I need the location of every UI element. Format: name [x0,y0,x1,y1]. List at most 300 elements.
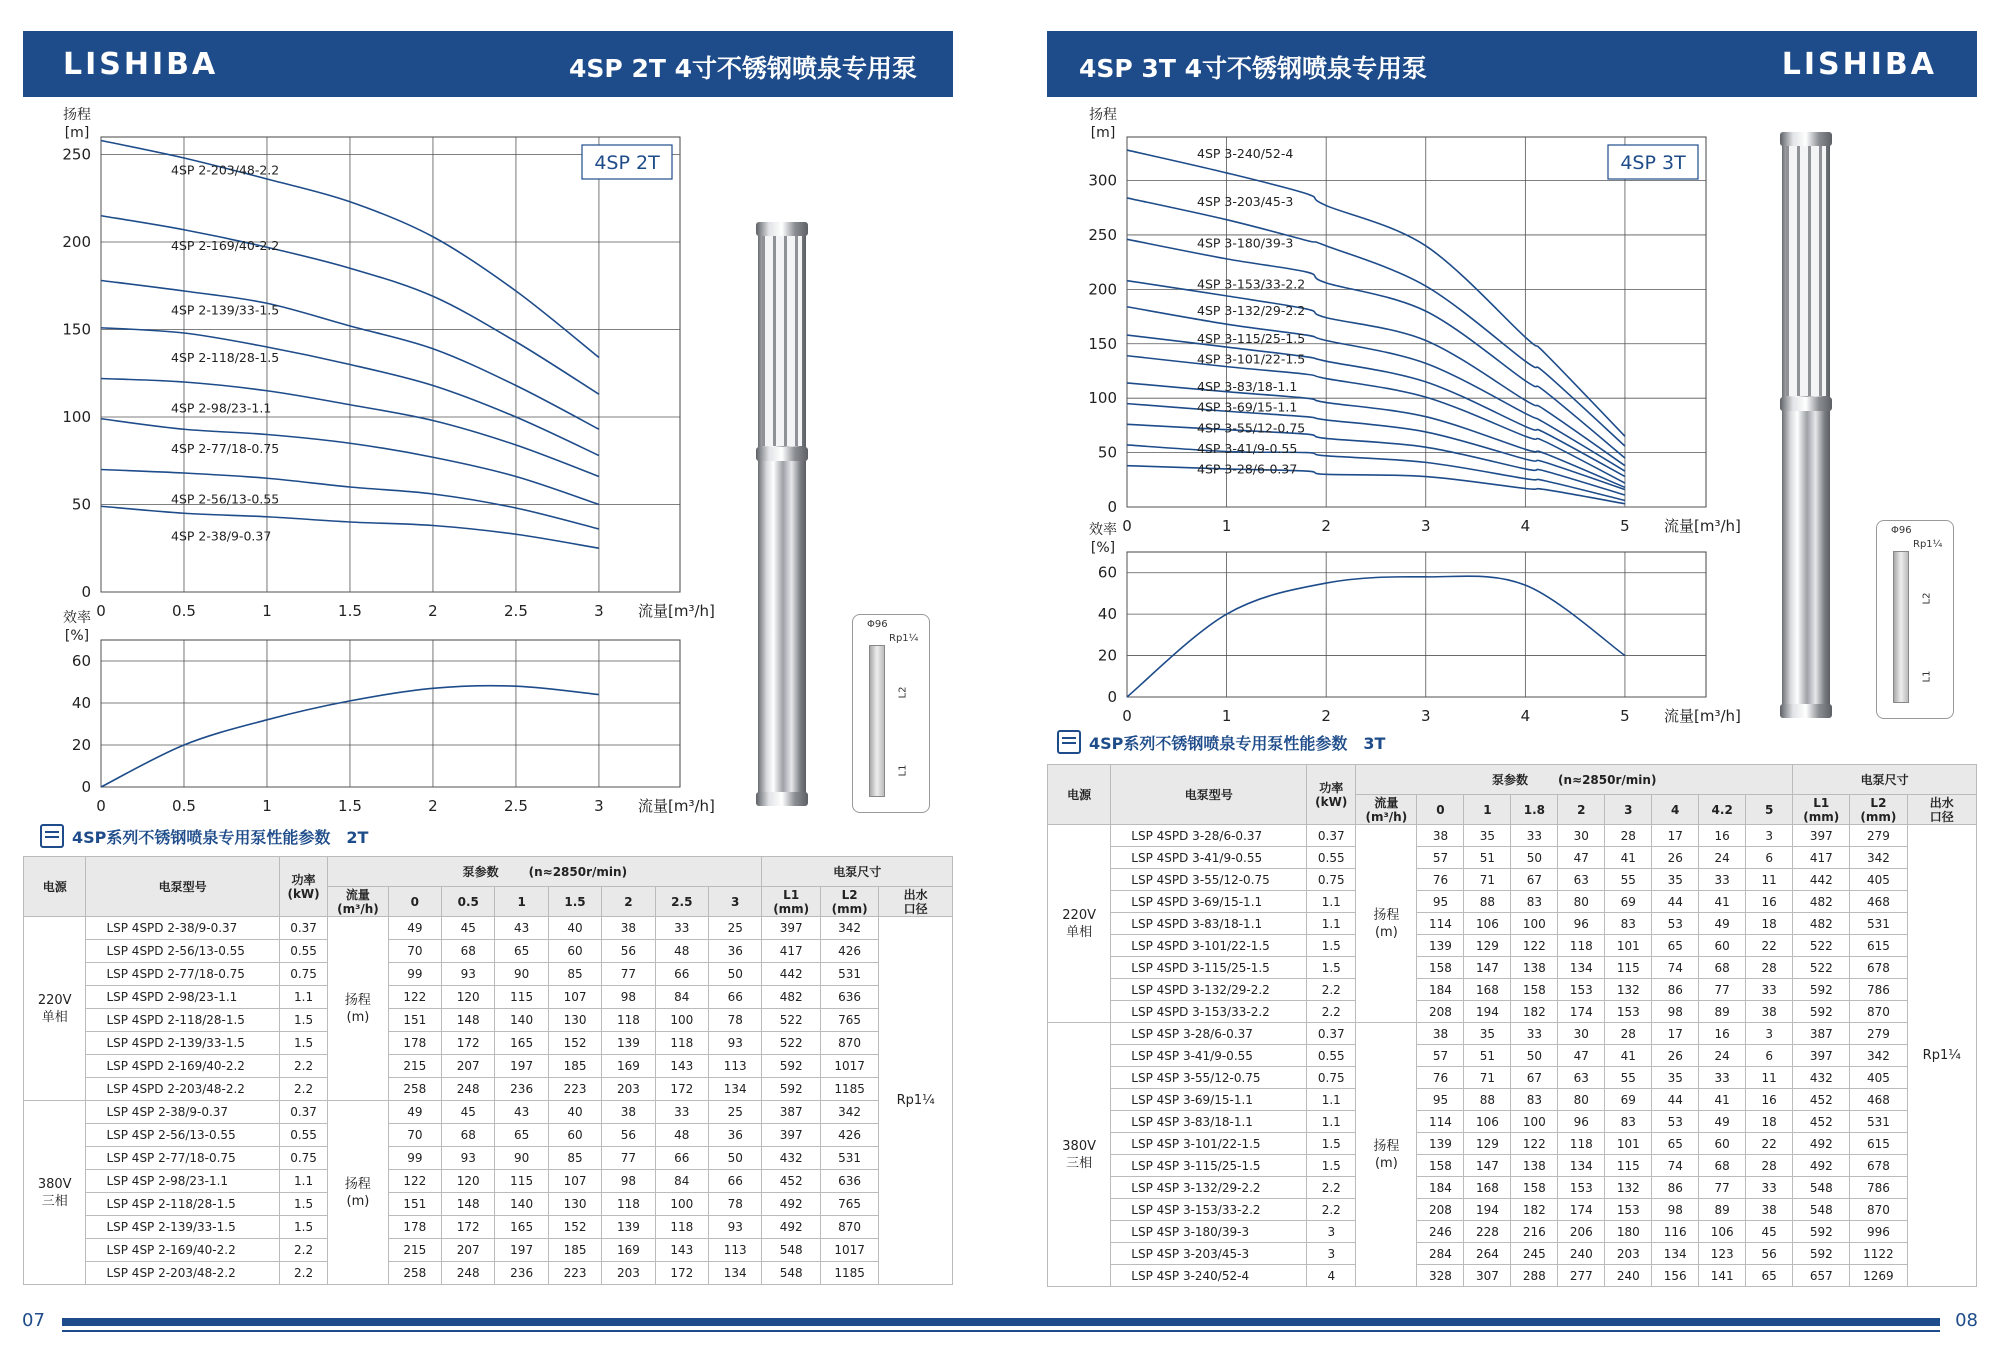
model-cell: LSP 4SPD 2-38/9-0.37 [86,917,279,940]
x-tick-label: 5 [1620,517,1630,535]
head-value: 83 [1605,913,1652,935]
head-value: 49 [1699,1111,1746,1133]
table-row [24,1032,953,1055]
l1-cell: 397 [1793,1045,1850,1067]
head-value: 99 [388,963,441,986]
head-value: 197 [495,1239,548,1262]
table-row [24,917,953,940]
head-value: 65 [495,940,548,963]
head-value: 57 [1417,847,1464,869]
y-tick-label: 0 [1107,498,1117,516]
l2-cell: 405 [1850,869,1907,891]
head-value: 158 [1511,1177,1558,1199]
y-tick-label: 100 [1088,389,1117,408]
l1-cell: 492 [1793,1133,1850,1155]
l2-cell: 786 [1850,1177,1907,1199]
head-value: 35 [1652,1067,1699,1089]
table-row [24,1009,953,1032]
power-cell: 4 [1307,1265,1356,1287]
head-value: 165 [495,1216,548,1239]
power-cell: 2.2 [279,1239,327,1262]
l2-cell: 342 [1850,1045,1907,1067]
head-value: 66 [655,1147,708,1170]
head-value: 48 [655,940,708,963]
head-value: 120 [442,986,495,1009]
l1-cell: 657 [1793,1265,1850,1287]
l2-cell: 870 [820,1216,878,1239]
head-value: 35 [1652,869,1699,891]
head-value: 55 [1605,869,1652,891]
l1-cell: 432 [1793,1067,1850,1089]
head-value: 203 [602,1262,655,1285]
header-pump-params [1356,765,1793,795]
x-tick-label: 2 [1321,707,1331,725]
x-tick-label: 3 [594,602,604,620]
x-tick-label: 2 [428,797,438,815]
head-value: 120 [442,1170,495,1193]
table-row [24,1170,953,1193]
x-axis-label: 流量[m³/h] [638,602,715,620]
head-value: 77 [602,963,655,986]
y-tick-label: 250 [1088,225,1117,244]
head-value: 148 [442,1193,495,1216]
l2-cell: 636 [820,986,878,1009]
head-value: 16 [1746,1089,1793,1111]
l2-cell: 996 [1850,1221,1907,1243]
table-row [1048,957,1977,979]
diameter-label: Φ96 [867,619,888,630]
head-value: 158 [1511,979,1558,1001]
power-cell: 0.55 [1307,847,1356,869]
head-value: 96 [1558,1111,1605,1133]
model-cell: LSP 4SP 3-203/45-3 [1111,1243,1307,1265]
head-value: 78 [709,1193,762,1216]
head-value: 118 [1558,935,1605,957]
header-flow-value: 3 [1605,795,1652,825]
head-value: 153 [1605,1199,1652,1221]
head-value: 156 [1652,1265,1699,1287]
head-value: 30 [1558,825,1605,847]
power-cell: 0.37 [1307,825,1356,847]
head-value: 100 [655,1009,708,1032]
page-number-left: 07 [22,1310,45,1331]
l2-cell: 786 [1850,979,1907,1001]
head-value: 68 [1699,1155,1746,1177]
y-tick-label: 60 [1097,563,1117,582]
power-cell: 0.75 [279,1147,327,1170]
head-value: 11 [1746,869,1793,891]
series-label: 4SP 3-240/52-4 [1197,146,1294,162]
head-value: 215 [388,1055,441,1078]
header-power-source: 电源 [24,857,86,917]
pump-image-2t [758,222,806,806]
head-value: 36 [709,940,762,963]
model-cell: LSP 4SPD 2-203/48-2.2 [86,1078,279,1101]
head-value: 3 [1746,825,1793,847]
head-value: 74 [1652,1155,1699,1177]
head-value: 33 [1746,1177,1793,1199]
x-tick-label: 0.5 [172,602,196,620]
y-axis-label: [m] [1090,125,1116,141]
l1-cell: 592 [1793,1001,1850,1023]
power-cell: 0.37 [1307,1023,1356,1045]
head-value: 118 [655,1032,708,1055]
head-value: 122 [1511,1133,1558,1155]
head-value: 53 [1652,913,1699,935]
model-cell: LSP 4SPD 2-56/13-0.55 [86,940,279,963]
head-value: 169 [602,1055,655,1078]
spec-table-3t [1047,764,1977,1287]
head-value: 95 [1417,1089,1464,1111]
head-value: 65 [495,1124,548,1147]
l1-cell: 417 [762,940,820,963]
y-axis-label: 效率 [1089,522,1117,538]
x-tick-label: 1.5 [338,797,362,815]
model-cell: LSP 4SPD 2-139/33-1.5 [86,1032,279,1055]
head-value: 132 [1605,979,1652,1001]
head-label: 扬程 (m) [1356,825,1417,1023]
model-cell: LSP 4SP 3-240/52-4 [1111,1265,1307,1287]
head-value: 68 [442,940,495,963]
header-l1: L1 (mm) [1793,795,1850,825]
head-value: 130 [548,1009,601,1032]
head-value: 35 [1464,825,1511,847]
head-value: 168 [1464,1177,1511,1199]
head-value: 277 [1558,1265,1605,1287]
table-row [1048,1111,1977,1133]
head-value: 16 [1746,891,1793,913]
model-cell: LSP 4SPD 2-98/23-1.1 [86,986,279,1009]
l1-cell: 397 [1793,825,1850,847]
power-cell: 1.5 [1307,957,1356,979]
head-value: 56 [602,940,655,963]
power-cell: 3 [1307,1243,1356,1265]
l1-cell: 442 [1793,869,1850,891]
head-value: 60 [548,1124,601,1147]
head-value: 118 [602,1193,655,1216]
head-value: 24 [1699,847,1746,869]
head-value: 115 [495,986,548,1009]
series-label: 4SP 2-139/33-1.5 [171,302,280,318]
head-value: 60 [1699,935,1746,957]
table-row [1048,1023,1977,1045]
header-l2: L2 (mm) [820,887,878,917]
head-value: 169 [602,1239,655,1262]
head-label: 扬程 (m) [1356,1023,1417,1287]
x-tick-label: 1 [262,602,272,620]
head-value: 41 [1699,1089,1746,1111]
head-value: 288 [1511,1265,1558,1287]
head-value: 48 [655,1124,708,1147]
table-row [1048,825,1977,847]
l2-cell: 1269 [1850,1265,1907,1287]
x-axis-label: 流量[m³/h] [1664,707,1741,725]
l1-cell: 482 [1793,913,1850,935]
head-value: 57 [1417,1045,1464,1067]
head-value: 26 [1652,847,1699,869]
model-cell: LSP 4SP 3-55/12-0.75 [1111,1067,1307,1089]
l1-label: L1 [897,764,909,777]
table-row [1048,1199,1977,1221]
l1-cell: 442 [762,963,820,986]
model-cell: LSP 4SP 2-38/9-0.37 [86,1101,279,1124]
head-value: 50 [1511,1045,1558,1067]
head-value: 50 [709,1147,762,1170]
head-value: 307 [1464,1265,1511,1287]
head-value: 284 [1417,1243,1464,1265]
head-value: 90 [495,963,548,986]
spec-table-2t [23,856,953,1285]
model-cell: LSP 4SP 3-101/22-1.5 [1111,1133,1307,1155]
head-value: 147 [1464,957,1511,979]
head-value: 147 [1464,1155,1511,1177]
head-value: 65 [1652,935,1699,957]
header-outlet: 出水 口径 [1907,795,1977,825]
head-value: 178 [388,1032,441,1055]
head-value: 51 [1464,847,1511,869]
head-value: 95 [1417,891,1464,913]
table-row [24,986,953,1009]
outlet-cell: Rp1¼ [1907,825,1977,1287]
header-model: 电泵型号 [86,857,279,917]
power-source-group: 220V 单相 [24,917,86,1101]
head-value: 122 [1511,935,1558,957]
head-value: 16 [1699,1023,1746,1045]
head-value: 17 [1652,1023,1699,1045]
header-flow-value: 0.5 [442,887,495,917]
table-row [24,1262,953,1285]
head-value: 77 [1699,979,1746,1001]
power-cell: 2.2 [279,1262,327,1285]
x-tick-label: 0 [1122,517,1132,535]
head-value: 180 [1605,1221,1652,1243]
l1-cell: 592 [1793,1243,1850,1265]
l1-cell: 492 [1793,1155,1850,1177]
l2-cell: 870 [1850,1199,1907,1221]
table-row [1048,935,1977,957]
model-cell: LSP 4SP 3-83/18-1.1 [1111,1111,1307,1133]
head-value: 28 [1746,1155,1793,1177]
y-tick-label: 200 [62,233,91,251]
x-tick-label: 3 [1420,517,1431,535]
head-value: 203 [602,1078,655,1101]
model-cell: LSP 4SP 2-169/40-2.2 [86,1239,279,1262]
head-value: 47 [1558,1045,1605,1067]
table-row [1048,1089,1977,1111]
series-label: 4SP 3-28/6-0.37 [1197,461,1298,477]
power-cell: 1.1 [1307,1089,1356,1111]
head-value: 248 [442,1078,495,1101]
head-value: 18 [1746,913,1793,935]
l1-cell: 522 [762,1032,820,1055]
power-cell: 1.1 [279,1170,327,1193]
head-value: 43 [495,1101,548,1124]
head-value: 45 [442,1101,495,1124]
head-value: 208 [1417,1001,1464,1023]
chart-title: 4SP 2T [594,152,660,174]
l2-cell: 342 [820,917,878,940]
head-value: 258 [388,1078,441,1101]
head-value: 84 [655,1170,708,1193]
head-value: 139 [1417,935,1464,957]
l1-cell: 432 [762,1147,820,1170]
y-tick-label: 0 [1107,688,1117,706]
power-source-group: 220V 单相 [1048,825,1111,1023]
head-value: 66 [709,1170,762,1193]
rpm-label: (n≈2850r/min) [528,864,628,879]
right-page-title: 4SP 3T 4寸不锈钢喷泉专用泵 [1079,54,1427,83]
head-value: 66 [655,963,708,986]
l1-cell: 452 [762,1170,820,1193]
head-value: 40 [548,917,601,940]
head-value: 60 [548,940,601,963]
series-label: 4SP 2-77/18-0.75 [171,440,280,456]
head-value: 134 [709,1262,762,1285]
table-row [24,963,953,986]
chart-frame [1127,552,1706,697]
head-value: 172 [442,1032,495,1055]
head-value: 134 [1558,1155,1605,1177]
head-value: 93 [709,1216,762,1239]
l1-cell: 452 [1793,1089,1850,1111]
model-cell: LSP 4SPD 3-28/6-0.37 [1111,825,1307,847]
y-tick-label: 20 [71,736,91,754]
head-value: 122 [388,986,441,1009]
head-value: 98 [602,1170,655,1193]
head-value: 98 [602,986,655,1009]
table-row [24,1078,953,1101]
l2-cell: 1017 [820,1239,878,1262]
series-line [1127,576,1625,697]
y-axis-label: [%] [64,628,90,644]
x-tick-label: 1.5 [338,602,362,620]
head-value: 38 [602,1101,655,1124]
head-value: 50 [1511,847,1558,869]
head-value: 51 [1464,1045,1511,1067]
head-value: 90 [495,1147,548,1170]
head-value: 223 [548,1078,601,1101]
table-row [1048,869,1977,891]
head-value: 118 [1558,1133,1605,1155]
head-value: 28 [1746,957,1793,979]
table-row [1048,1133,1977,1155]
y-tick-label: 40 [71,694,91,712]
table-header-row [1048,765,1977,795]
head-value: 138 [1511,957,1558,979]
head-value: 185 [548,1239,601,1262]
head-value: 172 [655,1262,708,1285]
head-value: 33 [1699,869,1746,891]
head-value: 129 [1464,935,1511,957]
clipboard-icon [1057,730,1081,754]
head-value: 130 [548,1193,601,1216]
head-value: 153 [1605,1001,1652,1023]
model-cell: LSP 4SP 3-69/15-1.1 [1111,1089,1307,1111]
head-value: 68 [442,1124,495,1147]
head-value: 158 [1417,957,1464,979]
l1-cell: 492 [762,1216,820,1239]
head-value: 89 [1699,1199,1746,1221]
series-label: 4SP 3-132/29-2.2 [1197,302,1306,318]
series-label: 4SP 3-153/33-2.2 [1197,276,1306,292]
series-label: 4SP 3-180/39-3 [1197,235,1294,251]
header-power: 功率 (kW) [1307,765,1356,825]
header-flow-value: 1.5 [548,887,601,917]
footer-bar [62,1318,1940,1326]
head-value: 66 [709,986,762,1009]
table-row [24,1124,953,1147]
l1-cell: 548 [762,1239,820,1262]
power-source-group: 380V 三相 [24,1101,86,1285]
l2-cell: 468 [1850,1089,1907,1111]
series-label: 4SP 3-83/18-1.1 [1197,378,1298,394]
head-value: 101 [1605,935,1652,957]
head-value: 44 [1652,1089,1699,1111]
l1-cell: 592 [1793,979,1850,1001]
model-cell: LSP 4SP 3-41/9-0.55 [1111,1045,1307,1067]
head-value: 6 [1746,847,1793,869]
head-value: 35 [1464,1023,1511,1045]
y-tick-label: 100 [62,408,91,426]
head-value: 3 [1746,1023,1793,1045]
table-row [1048,979,1977,1001]
head-value: 114 [1417,913,1464,935]
header-model: 电泵型号 [1111,765,1307,825]
y-axis-label: 扬程 [63,107,91,123]
head-value: 40 [548,1101,601,1124]
head-value: 152 [548,1032,601,1055]
power-cell: 1.1 [279,986,327,1009]
header-flow-value: 1 [495,887,548,917]
head-value: 26 [1652,1045,1699,1067]
power-cell: 0.75 [1307,1067,1356,1089]
head-value: 139 [1417,1133,1464,1155]
power-source-group: 380V 三相 [1048,1023,1111,1287]
l2-cell: 342 [820,1101,878,1124]
rpm-label: (n≈2850r/min) [1558,772,1657,787]
y-tick-label: 150 [1088,334,1117,353]
head-value: 115 [495,1170,548,1193]
model-cell: LSP 4SP 2-56/13-0.55 [86,1124,279,1147]
l1-cell: 548 [762,1262,820,1285]
head-value: 138 [1511,1155,1558,1177]
head-value: 41 [1605,847,1652,869]
head-value: 134 [1652,1243,1699,1265]
head-value: 38 [1746,1199,1793,1221]
head-value: 99 [388,1147,441,1170]
l1-cell: 417 [1793,847,1850,869]
head-value: 86 [1652,1177,1699,1199]
x-tick-label: 1 [1221,707,1232,725]
l2-cell: 765 [820,1009,878,1032]
head-value: 18 [1746,1111,1793,1133]
table-row [24,1101,953,1124]
head-value: 70 [388,940,441,963]
power-cell: 2.2 [1307,1177,1356,1199]
header-flow-value: 0 [388,887,441,917]
head-value: 216 [1511,1221,1558,1243]
head-value: 89 [1699,1001,1746,1023]
head-value: 245 [1511,1243,1558,1265]
right-section-title [1057,730,1385,754]
head-value: 158 [1417,1155,1464,1177]
model-cell: LSP 4SPD 3-132/29-2.2 [1111,979,1307,1001]
head-value: 98 [1652,1001,1699,1023]
table-row [24,940,953,963]
l1-cell: 397 [762,1124,820,1147]
l2-cell: 870 [820,1032,878,1055]
series-label: 4SP 3-41/9-0.55 [1197,440,1298,456]
